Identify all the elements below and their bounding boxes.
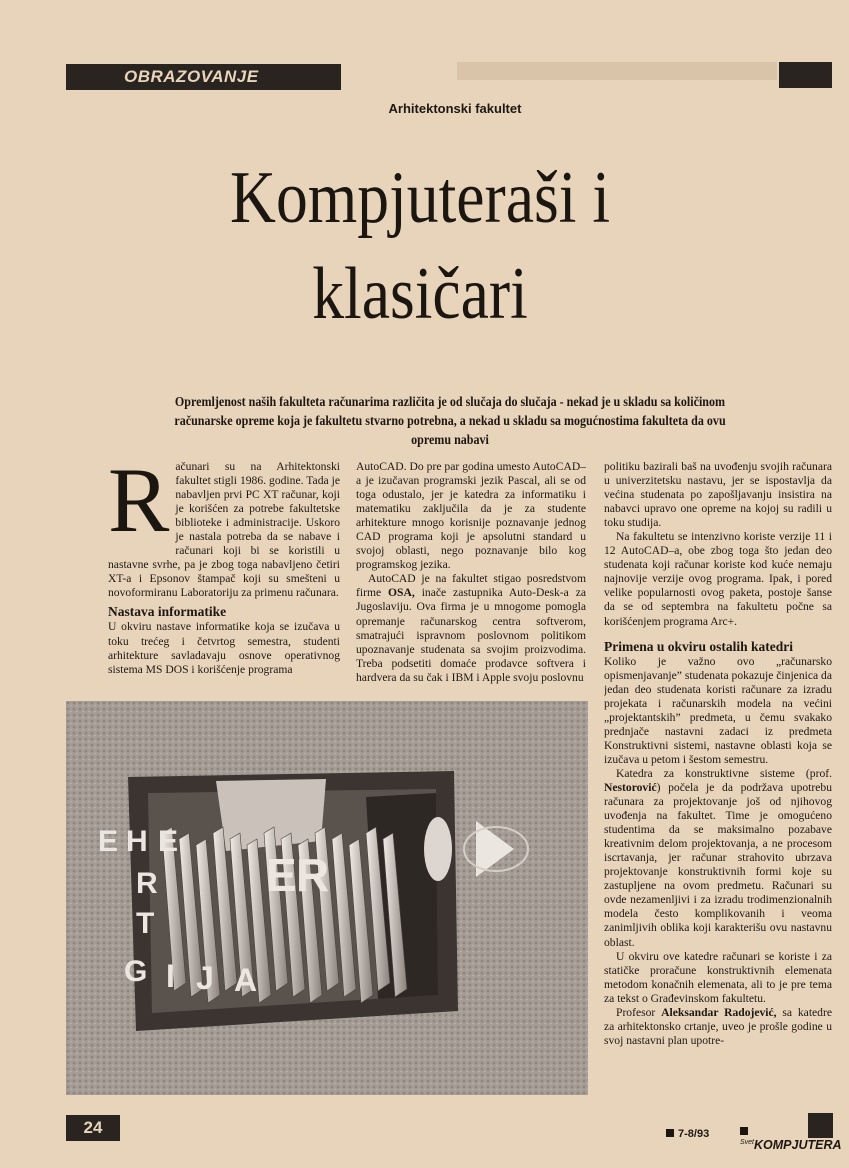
headline-line-2: klasičari [312, 253, 528, 335]
photo-letter: E [98, 825, 119, 858]
paragraph-staticki: U okviru ove katedre računari se koriste i za statičke proračune konstruktivnih elemenata metodom konačnih elemenata, ali to je pre tema za tekst o Građevinskom fakultetu. [604, 949, 832, 1005]
paragraph-autocad: AutoCAD je na fakultet stigao posredstvom firme OSA, inače zastupnika Auto-Desk-a za Jugoslaviju. Ova firma je u mnogome pomogla opremanje računarskog centra softverom, smatrajući ispravnom poslovnom politikom upoznavanje studenata sa svojim proizvodima. Treba podsetiti domaće prodavce softvera i hardvera da su čak i IBM i Apple svoju poslovnu [356, 572, 586, 684]
headline [162, 150, 678, 342]
bullet-square [740, 1127, 748, 1135]
subheading-primena: Primena u okviru ostalih katedri [604, 638, 794, 654]
photo-letter: E [158, 825, 179, 858]
paragraph-katedra: Katedra za konstruktivne sisteme (prof. Nestorović) počela je da podržava upotrebu računara za projektovanje još od njihovog uvođenja na fakultet. Time je omogućeno studentima da se maksimalno pozabave kreativnim delom projektovanja, a ne procesom iscrtavanja, jer računar strahovito ubrzava projektovanje konstruktivnih formi koje su zastupljene na ovom predmetu. Računari su ovde nezamenljivi i za izradu trodimenzionalnih modela često komplikovanih i veoma zanimljivih oblika koji karakterišu ovu nastavnu oblast. [604, 766, 832, 949]
headline-line-1: Kompjuteraši i [229, 157, 611, 239]
article-photo [66, 701, 588, 1095]
kicker: Arhitektonski fakultet [388, 101, 522, 116]
bleed-through-band [457, 62, 777, 80]
photo-letter: J [196, 960, 214, 996]
column-2 [356, 460, 586, 688]
professor-name-2: Aleksandar Radojević, [661, 1005, 777, 1019]
issue-label: 7-8/93 [666, 1128, 709, 1140]
bullet-square [666, 1129, 674, 1137]
magazine-name-small: Svet [740, 1138, 755, 1146]
paragraph-primena: Koliko je važno ovo „računarsko opismenjavanje” studenata pokazuje činjenica da jedan deo studenata koristi računare za izradu projekata i računarskih modela na većini „projektantskih” predmeta, u čemu svakako prednjače nastavni zadaci iz predmeta Konstruktivni sistemi, nastavne oblasti koja se izučava u petom i šestom semestru. [604, 654, 832, 766]
footer-corner-block [808, 1113, 833, 1138]
photo-letter: H [126, 825, 148, 858]
lead-paragraph: Opremljenost naših fakulteta računarima različita je od slučaja do slučaja - nekad je u skladu sa količinom računarske opreme koja je fakultetu stvarno potrebna, a nekad u skladu sa mogućnostima fakulteta da ovu opremu nabavi [174, 394, 726, 447]
photo-letter: R [296, 849, 330, 901]
paragraph-nastava: U okviru nastave informatike koja se izučava u toku trećeg i četvrtog semestra, studenti arhitekture savladavaju osnove operativnog sistema MS DOS i korišćenje programa [108, 620, 340, 676]
paragraph-intro: ačunari su na Arhitektonski fakultet stigli 1986. godine. Tada je nabavljen prvi PC XT računar, koji je korišćen za potrebe fakultetske biblioteke i administracije. Uskoro je nastala potreba da se nabave i računari koji bi se koristili u nastavne svrhe, pa je zbog toga nabavljeno četiri XT-a i Epsonov štampač koji su smešteni u novoformiranu Laboratoriju za primenu računara. [108, 460, 340, 600]
photo-letter: G [124, 955, 148, 988]
subheading-nastava: Nastava informatike [108, 604, 227, 620]
column-1 [108, 460, 340, 688]
paragraph-autocad-cont: politiku bazirali baš na uvođenju svojih računara u univerzitetsku nastavu, jer se ispostavlja da većina studenata po zapošljavanju insistira na nabavci upravo one opreme na kojoj su radili u toku studija. [604, 460, 832, 530]
paragraph-nastava-cont: AutoCAD. Do pre par godina umesto AutoCAD–a je izučavan programski jezik Pascal, ali se od toga odustalo, jer je katedra za informatiku i matematiku zaključila da je za studente arhitekture mnogo korisnije poznavanje jednog CAD programa koji je apsolutni standard u svojoj oblasti, nego poznavanje bilo kog programskog jezika. [356, 460, 586, 572]
column-3 [604, 460, 832, 1114]
corner-block [779, 62, 832, 88]
page-number: 24 [66, 1115, 120, 1141]
photo-illustration [66, 701, 588, 1095]
paragraph-versions: Na fakultetu se intenzivno koriste verzije 11 i 12 AutoCAD–a, obe zbog toga što jedan deo studenata koji računar koriste kod kuće nemaju najnovije verzije ovog programa. Ipak, i pored velike popularnosti ovog paketa, postoje šanse da se od septembra na fakultetu počne sa korišćenjem programa Arc+. [604, 530, 832, 628]
photo-letter: E [266, 849, 297, 901]
photo-letter: A [234, 962, 258, 998]
photo-letter: I [166, 958, 175, 994]
magazine-name: $^{Svet}$KOMPJUTERA [740, 1124, 849, 1152]
section-label-bar [66, 64, 341, 90]
photo-letter: T [136, 907, 155, 940]
professor-name: Nestorović [604, 780, 657, 794]
firm-name: OSA, [388, 586, 415, 600]
section-label: OBRAZOVANJE [124, 67, 259, 86]
paragraph-radojevic: Profesor Aleksandar Radojević, sa katedre za arhitektonsko crtanje, uveo je prošle godine u svoj nastavni plan upotre- [604, 1005, 832, 1047]
photo-letter: R [136, 867, 158, 900]
drop-cap: R [108, 460, 170, 551]
